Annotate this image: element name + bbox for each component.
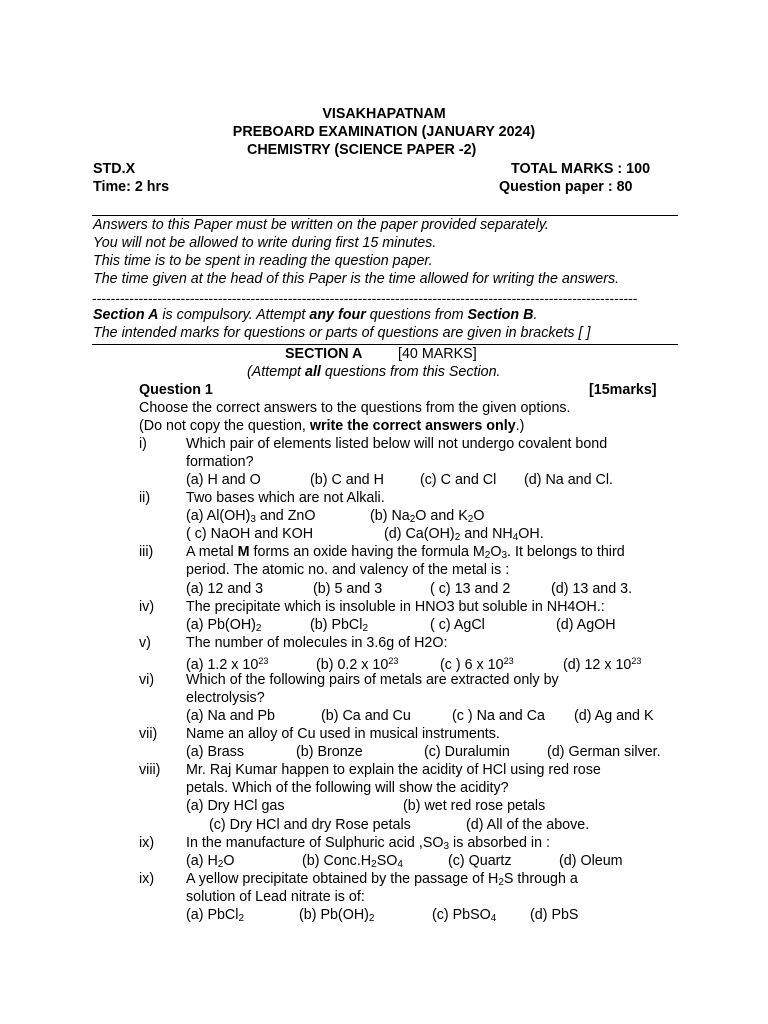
opt-text: (b) PbCl (310, 617, 363, 633)
question-number: iii) (139, 544, 154, 560)
question-text: formation? (186, 454, 254, 470)
question-1-instruction-2 (139, 417, 524, 435)
marks-note: The intended marks for questions or parts of questions are given in brackets [ ] (93, 325, 591, 341)
option-d: (d) 13 and 3. (551, 581, 633, 597)
q-bold: M (237, 544, 250, 560)
instr-bold: write the correct answers only (309, 418, 516, 434)
option-d: (d) Oleum (559, 853, 623, 869)
superscript: 23 (388, 656, 399, 666)
option-b: (b) Bronze (296, 744, 363, 760)
option-c (432, 906, 496, 928)
question-text: The precipitate which is insoluble in HNO3 but soluble in NH4OH.: (186, 599, 605, 615)
opt-text: O (473, 508, 485, 524)
note-text: is compulsory. Attempt (158, 307, 310, 323)
q-text: is absorbed in : (449, 835, 550, 851)
option-a: (a) Dry HCl gas (186, 798, 285, 814)
opt-text: (a) H (186, 853, 218, 869)
attempt-all: all (305, 364, 321, 380)
option-c: ( c) 13 and 2 (430, 581, 511, 597)
option-c: (c) Quartz (448, 853, 512, 869)
question-number: vii) (139, 726, 158, 742)
subscript: 2 (371, 859, 377, 870)
dashed-divider: --------------------------------------------------------------------------------------------------------------------- (92, 291, 638, 305)
question-text: period. The atomic no. and valency of the metal is : (186, 562, 510, 578)
opt-text: (c ) 6 x 10 (440, 657, 504, 673)
time-label: Time: 2 hrs (93, 179, 170, 195)
option-c: (c) Duralumin (424, 744, 510, 760)
any-four: any four (309, 307, 366, 323)
question-text: Mr. Raj Kumar happen to explain the acidity of HCl using red rose (186, 762, 601, 778)
subscript: 2 (368, 913, 375, 924)
subscript: 2 (498, 877, 504, 888)
question-text: Which pair of elements listed below will not undergo covalent bond (186, 436, 608, 452)
opt-text: (b) 0.2 x 10 (316, 657, 389, 673)
opt-text: (c) PbSO (432, 907, 491, 923)
section-rule (92, 344, 678, 345)
section-a-title: SECTION A (285, 346, 363, 362)
opt-text: (b) Conc.H (302, 853, 372, 869)
section-a-ref: Section A (93, 307, 159, 323)
opt-text: (b) Na (370, 508, 410, 524)
question-text: Which of the following pairs of metals are extracted only by (186, 672, 559, 688)
option-d: (d) PbS (530, 907, 579, 923)
superscript: 23 (503, 656, 514, 666)
option-d: (d) Na and Cl. (524, 472, 613, 488)
instruction-line: The time given at the head of this Paper is the time allowed for writing the answers. (93, 271, 620, 287)
q-text: A yellow precipitate obtained by the passage of H (186, 871, 499, 887)
question-number: ii) (139, 490, 151, 506)
q-text: forms an oxide having the formula M (249, 544, 485, 560)
subscript: 4 (512, 532, 519, 543)
opt-text: (b) Pb(OH) (299, 907, 369, 923)
option-a (186, 906, 244, 928)
q-text: . It belongs to third (507, 544, 625, 560)
instruction-line: Answers to this Paper must be written on the paper provided separately. (93, 217, 549, 233)
subscript: 2 (362, 623, 368, 634)
option-c: ( c) NaOH and KOH (186, 526, 314, 542)
question-number: i) (139, 436, 147, 452)
opt-text: and ZnO (255, 508, 316, 524)
section-a-attempt (247, 363, 501, 381)
option-a: (a) H and O (186, 472, 261, 488)
note-text: . (533, 307, 538, 323)
option-d: (d) German silver. (547, 744, 661, 760)
question-number: ix) (139, 871, 155, 887)
option-a: (a) Brass (186, 744, 244, 760)
option-d: (d) All of the above. (466, 817, 590, 833)
option-b: (b) Ca and Cu (321, 708, 411, 724)
exam-subject: CHEMISTRY (SCIENCE PAPER -2) (247, 142, 477, 158)
superscript: 23 (258, 656, 269, 666)
q-text: S through a (503, 871, 578, 887)
std-label: STD.X (93, 161, 136, 177)
opt-text: (a) Al(OH) (186, 508, 251, 524)
instr-text: .) (515, 418, 525, 434)
option-d: (d) AgOH (556, 617, 616, 633)
instruction-line: This time is to be spent in reading the question paper. (93, 253, 433, 269)
question-text: electrolysis? (186, 690, 265, 706)
q-text: A metal (186, 544, 238, 560)
subscript: 2 (255, 623, 262, 634)
exam-title: PREBOARD EXAMINATION (JANUARY 2024) (232, 124, 536, 140)
subscript: 2 (217, 859, 224, 870)
subscript: 2 (467, 514, 474, 525)
question-text: solution of Lead nitrate is of: (186, 889, 365, 905)
subscript: 2 (484, 550, 491, 561)
question-1-title: Question 1 (139, 382, 213, 398)
option-c: (c) C and Cl (420, 472, 497, 488)
opt-text: and NH (460, 526, 513, 542)
option-d (563, 652, 641, 674)
question-text: petals. Which of the following will show the acidity? (186, 780, 509, 796)
question-number: v) (139, 635, 151, 651)
subscript: 3 (501, 550, 508, 561)
subscript: 3 (250, 514, 256, 525)
q-text: O (490, 544, 502, 560)
subscript: 4 (490, 913, 497, 924)
question-number: vi) (139, 672, 155, 688)
option-b: (b) C and H (310, 472, 384, 488)
question-text: Name an alloy of Cu used in musical instruments. (186, 726, 500, 742)
question-paper-marks: Question paper : 80 (499, 179, 633, 195)
question-text: Two bases which are not Alkali. (186, 490, 385, 506)
section-b-ref: Section B (467, 307, 534, 323)
opt-text: (d) 12 x 10 (563, 657, 632, 673)
subscript: 2 (238, 913, 244, 924)
total-marks: TOTAL MARKS : 100 (511, 161, 651, 177)
option-b (299, 906, 374, 928)
section-note (93, 306, 537, 324)
opt-text: (a) Pb(OH) (186, 617, 256, 633)
question-text: The number of molecules in 3.6g of H2O: (186, 635, 448, 651)
option-b: (b) wet red rose petals (403, 798, 546, 814)
subscript: 2 (409, 514, 416, 525)
opt-text: SO (376, 853, 398, 869)
opt-text: OH. (518, 526, 544, 542)
q-text: In the manufacture of Sulphuric acid ,SO (186, 835, 444, 851)
opt-text: O and K (415, 508, 468, 524)
subscript: 4 (397, 859, 403, 870)
attempt-text: questions from this Section. (320, 364, 501, 380)
opt-text: (d) Ca(OH) (384, 526, 455, 542)
option-a: (a) 12 and 3 (186, 581, 264, 597)
instruction-line: You will not be allowed to write during first 15 minutes. (93, 235, 437, 251)
option-b: (b) 5 and 3 (313, 581, 383, 597)
question-1-marks: [15marks] (589, 382, 657, 398)
option-c: (c) Dry HCl and dry Rose petals (209, 817, 411, 833)
question-number: ix) (139, 835, 155, 851)
exam-city: VISAKHAPATNAM (322, 106, 446, 122)
attempt-text: (Attempt (247, 364, 305, 380)
opt-text: O (223, 853, 235, 869)
question-1-instruction: Choose the correct answers to the questions from the given options. (139, 400, 571, 416)
option-c: (c ) Na and Ca (452, 708, 545, 724)
option-c: ( c) AgCl (430, 617, 485, 633)
opt-text: (a) PbCl (186, 907, 239, 923)
note-text: questions from (365, 307, 468, 323)
subscript: 3 (443, 841, 450, 852)
subscript: 2 (454, 532, 461, 543)
instr-text: (Do not copy the question, (139, 418, 310, 434)
question-number: iv) (139, 599, 155, 615)
option-a: (a) Na and Pb (186, 708, 276, 724)
section-a-marks: [40 MARKS] (398, 346, 477, 362)
superscript: 23 (631, 656, 642, 666)
opt-text: (a) 1.2 x 10 (186, 657, 259, 673)
option-d: (d) Ag and K (574, 708, 654, 724)
question-number: viii) (139, 762, 161, 778)
